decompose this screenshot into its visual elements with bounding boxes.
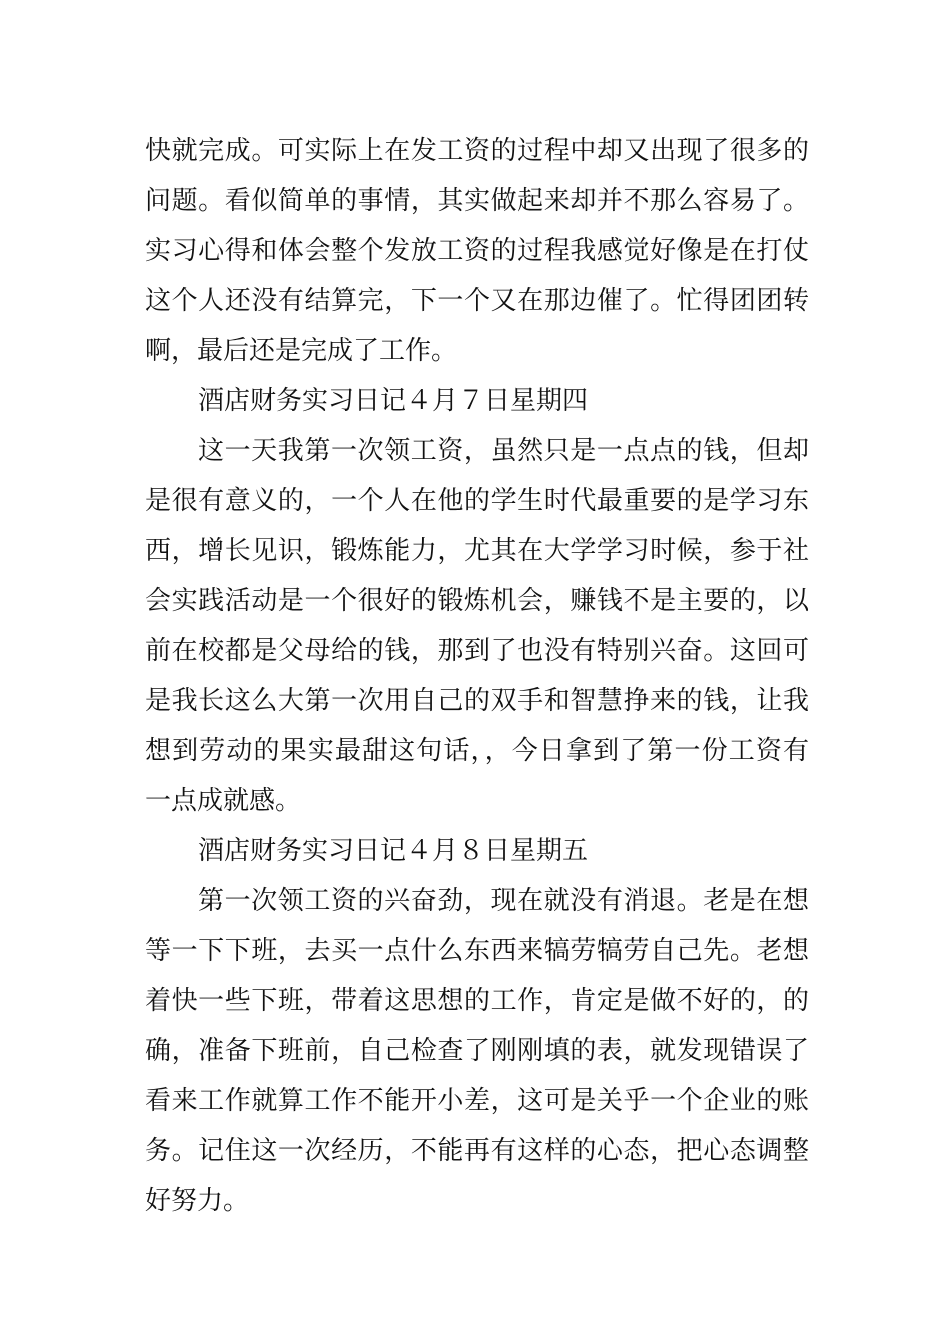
text-line: 会实践活动是一个很好的锻炼机会，赚钱不是主要的，以 [145, 586, 809, 616]
text-line: 快就完成。可实际上在发工资的过程中却又出现了很多的 [145, 136, 809, 166]
text-line: 好努力。 [145, 1186, 250, 1216]
text-line: 看来工作就算工作不能开小差，这可是关乎一个企业的账 [145, 1086, 809, 1116]
document-body [145, 126, 809, 1226]
text-line: 前在校都是父母给的钱，那到了也没有特别兴奋。这回可 [145, 636, 809, 666]
text-line: 啊，最后还是完成了工作。 [145, 336, 458, 366]
text-line: 是我长这么大第一次用自己的双手和智慧挣来的钱，让我 [145, 686, 809, 716]
text-line: 实习心得和体会整个发放工资的过程我感觉好像是在打仗 [145, 236, 809, 266]
diary-heading-apr-7: 酒店财务实习日记４月７日星期四 [198, 386, 589, 416]
text-line: 这一天我第一次领工资，虽然只是一点点的钱，但却 [198, 436, 809, 466]
text-line: 问题。看似简单的事情，其实做起来却并不那么容易了。 [145, 186, 809, 216]
text-line: 务。记住这一次经历，不能再有这样的心态，把心态调整 [145, 1136, 809, 1166]
text-line: 是很有意义的，一个人在他的学生时代最重要的是学习东 [145, 486, 809, 516]
text-line: 确，准备下班前，自己检查了刚刚填的表，就发现错误了 [145, 1036, 809, 1066]
text-line: 想到劳动的果实最甜这句话，，今日拿到了第一份工资有 [145, 736, 809, 766]
text-line: 第一次领工资的兴奋劲，现在就没有消退。老是在想 [198, 886, 809, 916]
text-line: 西，增长见识，锻炼能力，尤其在大学学习时候，参于社 [145, 536, 809, 566]
text-line: 等一下下班，去买一点什么东西来犒劳犒劳自己先。老想 [145, 936, 809, 966]
text-line: 着快一些下班，带着这思想的工作，肯定是做不好的，的 [145, 986, 809, 1016]
text-line: 这个人还没有结算完，下一个又在那边催了。忙得团团转 [145, 286, 809, 316]
text-line: 一点成就感。 [145, 786, 302, 816]
diary-heading-apr-8: 酒店财务实习日记４月８日星期五 [198, 836, 589, 866]
